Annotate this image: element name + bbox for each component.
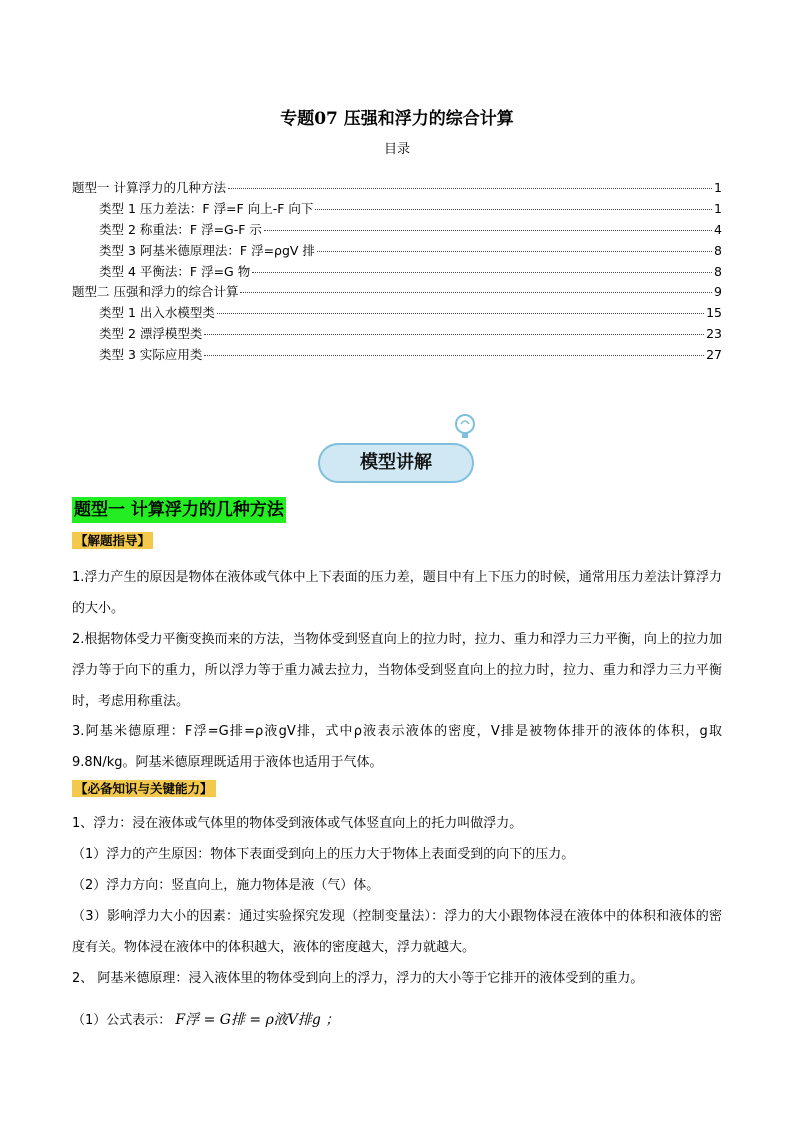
buoyancy-formula: F浮 = G排 = ρ液V排g ；	[175, 1012, 340, 1028]
toc-leader-dots	[317, 251, 712, 252]
toc-entry-text: 类型 3 阿基米德原理法：F 浮=ρgV 排	[99, 242, 315, 258]
toc-entry[interactable]	[72, 282, 722, 303]
model-explanation-banner: 模型讲解	[318, 443, 474, 483]
knowledge-paragraph: （1）浮力的产生原因：物体下表面受到向上的压力大于物体上表面受到的向下的压力。	[72, 847, 575, 862]
guidance-paragraph: 1.浮力产生的原因是物体在液体或气体中上下表面的压力差，题目中有上下压力的时候，通常用压力差法计算浮力的大小。	[72, 570, 722, 616]
toc-leader-dots	[315, 209, 712, 210]
toc-heading: 目录	[383, 142, 410, 157]
lightbulb-icon	[452, 412, 478, 442]
toc-entry-text: 类型 4 平衡法：F 浮=G 物	[99, 263, 251, 279]
toc-entry-text: 类型 1 出入水模型类	[99, 305, 215, 321]
toc-page-number: 8	[714, 263, 722, 279]
toc-page-number: 1	[714, 180, 722, 195]
knowledge-paragraph: 2、 阿基米德原理：浸入液体里的物体受到向上的浮力，浮力的大小等于它排开的液体受到的重力。	[72, 971, 644, 986]
document-title: 专题07 压强和浮力的综合计算	[280, 109, 514, 129]
toc-page-number: 9	[714, 284, 722, 300]
knowledge-paragraph: 1、浮力：浸在液体或气体里的物体受到液体或气体竖直向上的托力叫做浮力。	[72, 816, 523, 831]
formula-label: （1）公式表示：	[72, 1013, 172, 1028]
toc-entry-text: 类型 3 实际应用类	[99, 347, 203, 363]
toc-entry[interactable]	[72, 178, 722, 199]
toc-leader-dots	[228, 188, 712, 189]
toc-entry[interactable]	[72, 262, 722, 283]
guidance-tag: 【解题指导】	[72, 532, 153, 549]
toc-page-number: 1	[714, 200, 722, 216]
toc-page-number: 23	[706, 326, 722, 342]
toc-entry[interactable]	[72, 345, 722, 366]
toc-page-number: 27	[706, 347, 722, 363]
toc-entry-text: 类型 1 压力差法：F 浮=F 向上-F 向下	[99, 200, 314, 216]
toc-entry-text: 类型 2 称重法：F 浮=G-F 示	[99, 221, 262, 237]
toc-page-number: 4	[714, 221, 722, 237]
knowledge-paragraph: （2）浮力方向：竖直向上，施力物体是液（气）体。	[72, 878, 380, 893]
toc-leader-dots	[252, 272, 712, 273]
toc-entry[interactable]	[72, 241, 722, 262]
guidance-paragraph: 3.阿基米德原理：F浮=G排=ρ液gV排，式中ρ液表示液体的密度，V排是被物体排开的液体的体积，g取9.8N/kg。阿基米德原理既适用于液体也适用于气体。	[72, 724, 722, 770]
toc-entry-text: 题型二 压强和浮力的综合计算	[72, 284, 239, 300]
toc-entry[interactable]	[72, 303, 722, 324]
toc-entry-text: 题型一 计算浮力的几种方法	[72, 180, 226, 195]
formula-line	[72, 1000, 339, 1041]
toc-leader-dots	[204, 334, 704, 335]
toc-entry[interactable]	[72, 220, 722, 241]
toc-entry[interactable]	[72, 199, 722, 220]
toc-page-number: 15	[706, 305, 722, 321]
toc-leader-dots	[240, 292, 712, 293]
toc-leader-dots	[264, 230, 712, 231]
toc-leader-dots	[217, 313, 704, 314]
knowledge-tag-wrapper	[72, 778, 216, 798]
knowledge-paragraph: （3）影响浮力大小的因素：通过实验探究发现（控制变量法）：浮力的大小跟物体浸在液体中的体积和液体的密度有关。物体浸在液体中的体积越大，液体的密度越大，浮力就越大。	[72, 909, 722, 955]
section-title: 题型一 计算浮力的几种方法	[72, 497, 286, 523]
toc-page-number: 8	[714, 242, 722, 258]
knowledge-tag: 【必备知识与关键能力】	[72, 780, 216, 797]
guidance-tag-wrapper	[72, 530, 153, 550]
toc-leader-dots	[204, 355, 704, 356]
guidance-paragraph: 2.根据物体受力平衡变换而来的方法，当物体受到竖直向上的拉力时，拉力、重力和浮力三力平衡，向上的拉力加浮力等于向下的重力，所以浮力等于重力减去拉力，当物体受到竖直向上的拉力时，拉力、重力和浮力三力平衡时，考虑用称重法。	[72, 632, 722, 709]
toc-entry[interactable]	[72, 324, 722, 345]
table-of-contents	[72, 178, 722, 366]
toc-entry-text: 类型 2 漂浮模型类	[99, 326, 203, 342]
